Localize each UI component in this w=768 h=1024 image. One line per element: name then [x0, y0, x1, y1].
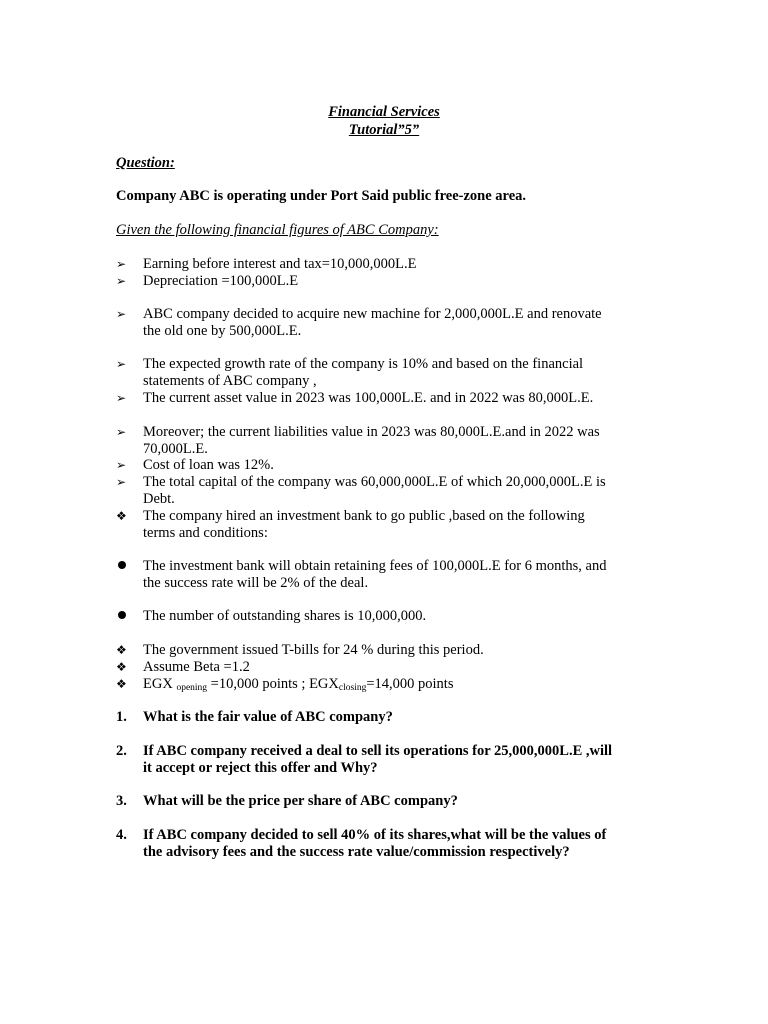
question-number: 4.: [116, 827, 127, 843]
question-2-cont: it accept or reject this offer and Why?: [143, 760, 378, 776]
tbills-item: The government issued T-bills for 24 % during this period.: [143, 642, 484, 658]
round-bullet-icon: [118, 611, 126, 619]
capital-item-cont: Debt.: [143, 491, 175, 507]
arrow-bullet-icon: ➢: [116, 475, 127, 489]
liabilities-item: Moreover; the current liabilities value in 2023 was 80,000L.E.and in 2022 was: [143, 424, 600, 440]
growth-item: The expected growth rate of the company is 10% and based on the financial: [143, 356, 584, 372]
bank-item: The company hired an investment bank to go public ,based on the following: [143, 508, 585, 524]
question-2: If ABC company received a deal to sell its operations for 25,000,000L.E ,will: [143, 743, 613, 759]
question-4-cont: the advisory fees and the success rate value/commission respectively?: [143, 844, 570, 860]
diamond-bullet-icon: ❖: [116, 677, 127, 691]
arrow-bullet-icon: ➢: [116, 357, 127, 371]
beta-item: Assume Beta =1.2: [143, 659, 250, 675]
shares-item: The number of outstanding shares is 10,000,000.: [143, 608, 427, 624]
arrow-bullet-icon: ➢: [116, 458, 127, 472]
diamond-bullet-icon: ❖: [116, 643, 127, 657]
diamond-bullet-icon: ❖: [116, 660, 127, 674]
egx-opening-sub: opening: [176, 683, 208, 693]
ebit-item: Earning before interest and tax=10,000,000L.E: [143, 256, 417, 272]
growth-item-cont: statements of ABC company ,: [143, 373, 317, 389]
question-4: If ABC company decided to sell 40% of its shares,what will be the values of: [143, 827, 607, 843]
machine-item: ABC company decided to acquire new machine for 2,000,000L.E and renovate: [143, 306, 602, 322]
egx-text-c: =14,000 points: [366, 676, 454, 692]
question-3: What will be the price per share of ABC company?: [143, 793, 458, 809]
question-label: Question:: [116, 155, 175, 171]
document-title: Financial Services: [328, 104, 440, 120]
diamond-bullet-icon: ❖: [116, 509, 127, 523]
arrow-bullet-icon: ➢: [116, 391, 127, 405]
arrow-bullet-icon: ➢: [116, 307, 127, 321]
arrow-bullet-icon: ➢: [116, 257, 127, 271]
liabilities-item-cont: 70,000L.E.: [143, 441, 208, 457]
round-bullet-icon: [118, 561, 126, 569]
given-heading: Given the following financial figures of ABC Company:: [116, 222, 439, 238]
question-number: 2.: [116, 743, 127, 759]
question-1: What is the fair value of ABC company?: [143, 709, 393, 725]
arrow-bullet-icon: ➢: [116, 425, 127, 439]
document-subtitle: Tutorial”5”: [348, 122, 420, 138]
cost-of-loan-item: Cost of loan was 12%.: [143, 457, 274, 473]
egx-closing-sub: closing: [338, 683, 367, 693]
current-asset-item: The current asset value in 2023 was 100,000L.E. and in 2022 was 80,000L.E.: [143, 390, 594, 406]
fees-item: The investment bank will obtain retaining fees of 100,000L.E for 6 months, and: [143, 558, 607, 574]
depreciation-item: Depreciation =100,000L.E: [143, 273, 299, 289]
egx-text-b: =10,000 points ; EGX: [207, 676, 339, 692]
question-number: 3.: [116, 793, 127, 809]
intro-text: Company ABC is operating under Port Said public free-zone area.: [116, 188, 527, 204]
egx-item: [143, 676, 453, 693]
question-number: 1.: [116, 709, 127, 725]
capital-item: The total capital of the company was 60,000,000L.E of which 20,000,000L.E is: [143, 474, 606, 490]
egx-text-a: EGX: [143, 676, 177, 692]
fees-item-cont: the success rate will be 2% of the deal.: [143, 575, 369, 591]
machine-item-cont: the old one by 500,000L.E.: [143, 323, 302, 339]
bank-item-cont: terms and conditions:: [143, 525, 268, 541]
arrow-bullet-icon: ➢: [116, 274, 127, 288]
